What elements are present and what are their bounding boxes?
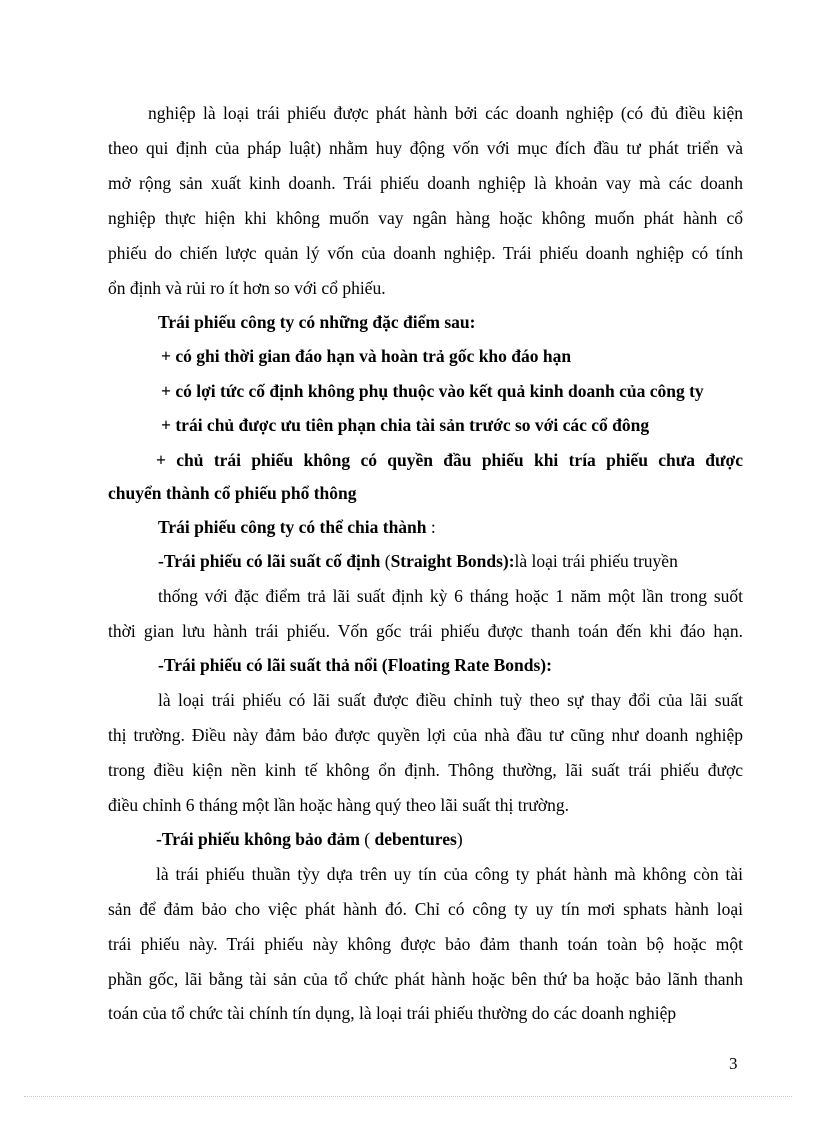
bond-type-english: debentures xyxy=(374,829,457,849)
bullet-item: + có ghi thời gian đáo hạn và hoàn trả gốc kho đáo hạn xyxy=(161,346,572,366)
paragraph-line: là trái phiếu thuần tỳy dựa trên uy tín của công ty phát hành mà không còn tài xyxy=(156,864,743,884)
definition-text: là loại trái phiếu truyền xyxy=(514,551,678,571)
bullet-item: + trái chủ được ưu tiên phạn chia tài sản trước so với các cổ đông xyxy=(161,415,650,435)
subsection-heading xyxy=(156,828,791,850)
paragraph-line: trong điều kiện nền kinh tế không ổn định. Thông thường, lãi suất trái phiếu được xyxy=(108,760,743,780)
page-number: 3 xyxy=(729,1054,738,1073)
paren-open: ( xyxy=(359,829,375,849)
paren-close: ): xyxy=(502,551,515,571)
bond-type-english: Straight Bonds xyxy=(390,551,503,571)
paren-open: ( xyxy=(380,551,391,571)
heading-colon: : xyxy=(426,517,436,537)
paragraph-line: điều chỉnh 6 tháng một lần hoặc hàng quý theo lãi suất thị trường. xyxy=(108,795,570,815)
subsection-heading: -Trái phiếu có lãi suất thả nổi (Floating Rate Bonds): xyxy=(158,655,552,675)
bond-type-title: -Trái phiếu không bảo đảm xyxy=(156,829,360,849)
bullet-item: + có lợi tức cố định không phụ thuộc vào kết quả kinh doanh của công ty xyxy=(161,381,704,401)
section-heading: Trái phiếu công ty có những đặc điểm sau: xyxy=(158,312,476,332)
bullet-item-continuation: chuyển thành cổ phiếu phổ thông xyxy=(108,483,357,503)
paragraph-line: phần gốc, lãi bằng tài sản của tổ chức phát hành hoặc bên thứ ba hoặc bảo lãnh thanh xyxy=(108,969,743,989)
heading-text: Trái phiếu công ty có thể chia thành xyxy=(158,517,427,537)
paragraph-line: theo qui định của pháp luật) nhằm huy động vốn với mục đích đầu tư phát triển và xyxy=(108,138,743,158)
bond-type-title: -Trái phiếu có lãi suất cố định xyxy=(158,551,381,571)
paragraph-line: sản để đảm bảo cho việc phát hành đó. Chỉ có công ty uy tín mơi sphats hành loại xyxy=(108,899,743,919)
paragraph-line: thống với đặc điểm trả lãi suất định kỳ 6 tháng hoặc 1 năm một lần trong suốt xyxy=(158,586,743,606)
paragraph-line: nghiệp thực hiện khi không muốn vay ngân hàng hoặc không muốn phát hành cổ xyxy=(108,208,743,228)
page-bottom-divider xyxy=(24,1096,792,1097)
paragraph-line: là loại trái phiếu có lãi suất được điều chỉnh tuỳ theo sự thay đổi của lãi suất xyxy=(158,690,743,710)
paragraph-line: toán của tổ chức tài chính tín dụng, là loại trái phiếu thường do các doanh nghiệp xyxy=(108,1003,677,1023)
subsection-heading-line xyxy=(158,550,793,572)
paragraph-line: ổn định và rủi ro ít hơn so với cổ phiếu. xyxy=(108,278,386,298)
paragraph-line: thị trường. Điều này đảm bảo được quyền lợi của nhà đầu tư cũng như doanh nghiệp xyxy=(108,725,743,745)
paragraph-line: nghiệp là loại trái phiếu được phát hành bởi các doanh nghiệp (có đủ điều kiện xyxy=(148,103,743,123)
paragraph-line: thời gian lưu hành trái phiếu. Vốn gốc trái phiếu được thanh toán đến khi đáo hạn. xyxy=(108,621,743,641)
paren-close: ) xyxy=(456,829,463,849)
paragraph-line: phiếu do chiến lược quản lý vốn của doanh nghiệp. Trái phiếu doanh nghiệp có tính xyxy=(108,243,743,263)
section-heading xyxy=(158,516,793,538)
paragraph-line: mở rộng sản xuất kinh doanh. Trái phiếu doanh nghiệp là khoản vay mà các doanh xyxy=(108,173,743,193)
bullet-item: + chủ trái phiếu không có quyền đầu phiếu khi tría phiếu chưa được xyxy=(156,450,743,470)
paragraph-line: trái phiếu này. Trái phiếu này không được bảo đảm thanh toán toàn bộ hoặc một xyxy=(108,934,743,954)
